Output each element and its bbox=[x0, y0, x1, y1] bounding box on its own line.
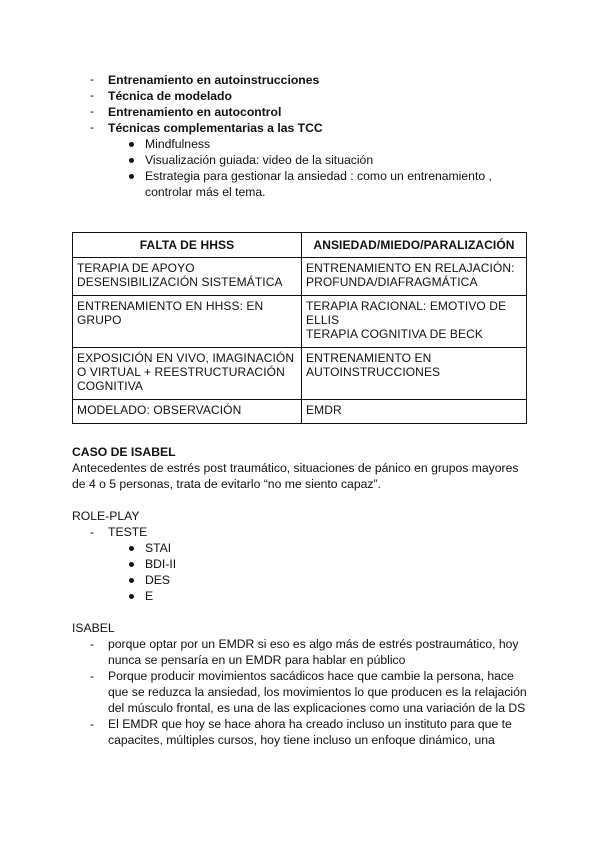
cell-line: PROFUNDA/DIAFRAGMÁTICA bbox=[306, 275, 478, 289]
cell-line: COGNITIVA bbox=[77, 379, 144, 393]
table-cell bbox=[73, 258, 302, 296]
bullet-dot bbox=[129, 594, 134, 599]
bullet-dot bbox=[129, 562, 134, 567]
table-cell bbox=[302, 348, 527, 400]
table-row bbox=[73, 348, 527, 400]
case-title: CASO DE ISABEL bbox=[72, 445, 176, 459]
dash-bullet: - bbox=[90, 72, 95, 86]
dash-bullet: - bbox=[90, 717, 95, 731]
table-cell bbox=[302, 258, 527, 296]
bullet-dot bbox=[129, 546, 134, 551]
test-item: DES bbox=[145, 573, 171, 587]
isabel-item-line: capacites, múltiples cursos, hoy tiene incluso un enfoque dinámico, una bbox=[108, 733, 495, 747]
table-cell bbox=[73, 400, 302, 424]
bullet-dot bbox=[129, 174, 134, 179]
cell-line: TERAPIA DE APOYO bbox=[77, 261, 195, 275]
table-row bbox=[73, 400, 527, 424]
table-cell bbox=[73, 296, 302, 348]
cell-line: DESENSIBILIZACIÓN SISTEMÁTICA bbox=[77, 275, 283, 289]
cell-line: EMDR bbox=[306, 403, 342, 417]
cell-line: ELLIS bbox=[306, 313, 340, 327]
complementary-item: Visualización guiada: video de la situación bbox=[145, 153, 374, 167]
isabel-item-line: Porque producir movimientos sacádicos hace que cambie la persona, hace bbox=[108, 669, 514, 683]
complementary-item-continued: controlar más el tema. bbox=[145, 185, 266, 199]
therapy-table bbox=[72, 232, 527, 424]
header-ansiedad: ANSIEDAD/MIEDO/PARALIZACIÓN bbox=[302, 233, 527, 258]
test-item: E bbox=[145, 589, 154, 603]
technique-item: Entrenamiento en autocontrol bbox=[108, 105, 282, 119]
table-header-row bbox=[73, 233, 527, 258]
cell-line: AUTOINSTRUCCIONES bbox=[306, 365, 441, 379]
complementary-item: Mindfulness bbox=[145, 137, 211, 151]
dash-bullet: - bbox=[90, 120, 95, 134]
test-item: STAI bbox=[145, 541, 172, 555]
technique-item: Técnicas complementarias a las TCC bbox=[108, 121, 323, 135]
cell-line: ENTRENAMIENTO EN bbox=[306, 351, 432, 365]
cell-line: ENTRENAMIENTO EN RELAJACIÓN: bbox=[306, 261, 515, 275]
table-cell bbox=[73, 348, 302, 400]
table-cell bbox=[302, 400, 527, 424]
bullet-dot bbox=[129, 158, 134, 163]
isabel-item-line: nunca se pensaría en un EMDR para hablar en público bbox=[108, 653, 406, 667]
technique-item: Entrenamiento en autoinstrucciones bbox=[108, 73, 320, 87]
technique-item: Técnica de modelado bbox=[108, 89, 232, 103]
cell-line: EXPOSICIÓN EN VIVO, IMAGINACIÓN bbox=[77, 351, 295, 365]
dash-bullet: - bbox=[90, 104, 95, 118]
roleplay-title: ROLE-PLAY bbox=[72, 509, 140, 523]
bullet-dot bbox=[129, 142, 134, 147]
bullet-dot bbox=[129, 578, 134, 583]
dash-bullet: - bbox=[90, 637, 95, 651]
case-text-line: Antecedentes de estrés post traumático, situaciones de pánico en grupos mayores bbox=[72, 461, 519, 475]
dash-bullet: - bbox=[90, 669, 95, 683]
cell-line: GRUPO bbox=[77, 313, 122, 327]
table-row bbox=[73, 296, 527, 348]
header-falta-hhss: FALTA DE HHSS bbox=[73, 233, 302, 258]
test-item: BDI-II bbox=[145, 557, 177, 571]
isabel-item-line: porque optar por un EMDR si eso es algo más de estrés postraumático, hoy bbox=[108, 637, 519, 651]
case-text-line: de 4 o 5 personas, trata de evitarlo “no me siento capaz”. bbox=[72, 477, 381, 491]
cell-line: O VIRTUAL + REESTRUCTURACIÓN bbox=[77, 365, 285, 379]
cell-line: TERAPIA RACIONAL: EMOTIVO DE bbox=[306, 299, 507, 313]
isabel-item-line: que se reduzca la ansiedad, los movimientos lo que producen es la relajación bbox=[108, 685, 527, 699]
cell-line: TERAPIA COGNITIVA DE BECK bbox=[306, 327, 483, 341]
cell-line: ENTRENAMIENTO EN HHSS: EN bbox=[77, 299, 264, 313]
complementary-item: Estrategia para gestionar la ansiedad : como un entrenamiento , bbox=[145, 169, 492, 183]
dash-bullet: - bbox=[90, 525, 95, 539]
roleplay-item: TESTE bbox=[108, 525, 148, 539]
isabel-item-line: El EMDR que hoy se hace ahora ha creado incluso un instituto para que te bbox=[108, 717, 512, 731]
isabel-title: ISABEL bbox=[72, 621, 115, 635]
table-row bbox=[73, 258, 527, 296]
table-cell bbox=[302, 296, 527, 348]
isabel-item-line: del músculo frontal, es una de las explicaciones como una variación de la DS bbox=[108, 701, 526, 715]
cell-line: MODELADO: OBSERVACIÓN bbox=[77, 403, 242, 417]
dash-bullet: - bbox=[90, 88, 95, 102]
